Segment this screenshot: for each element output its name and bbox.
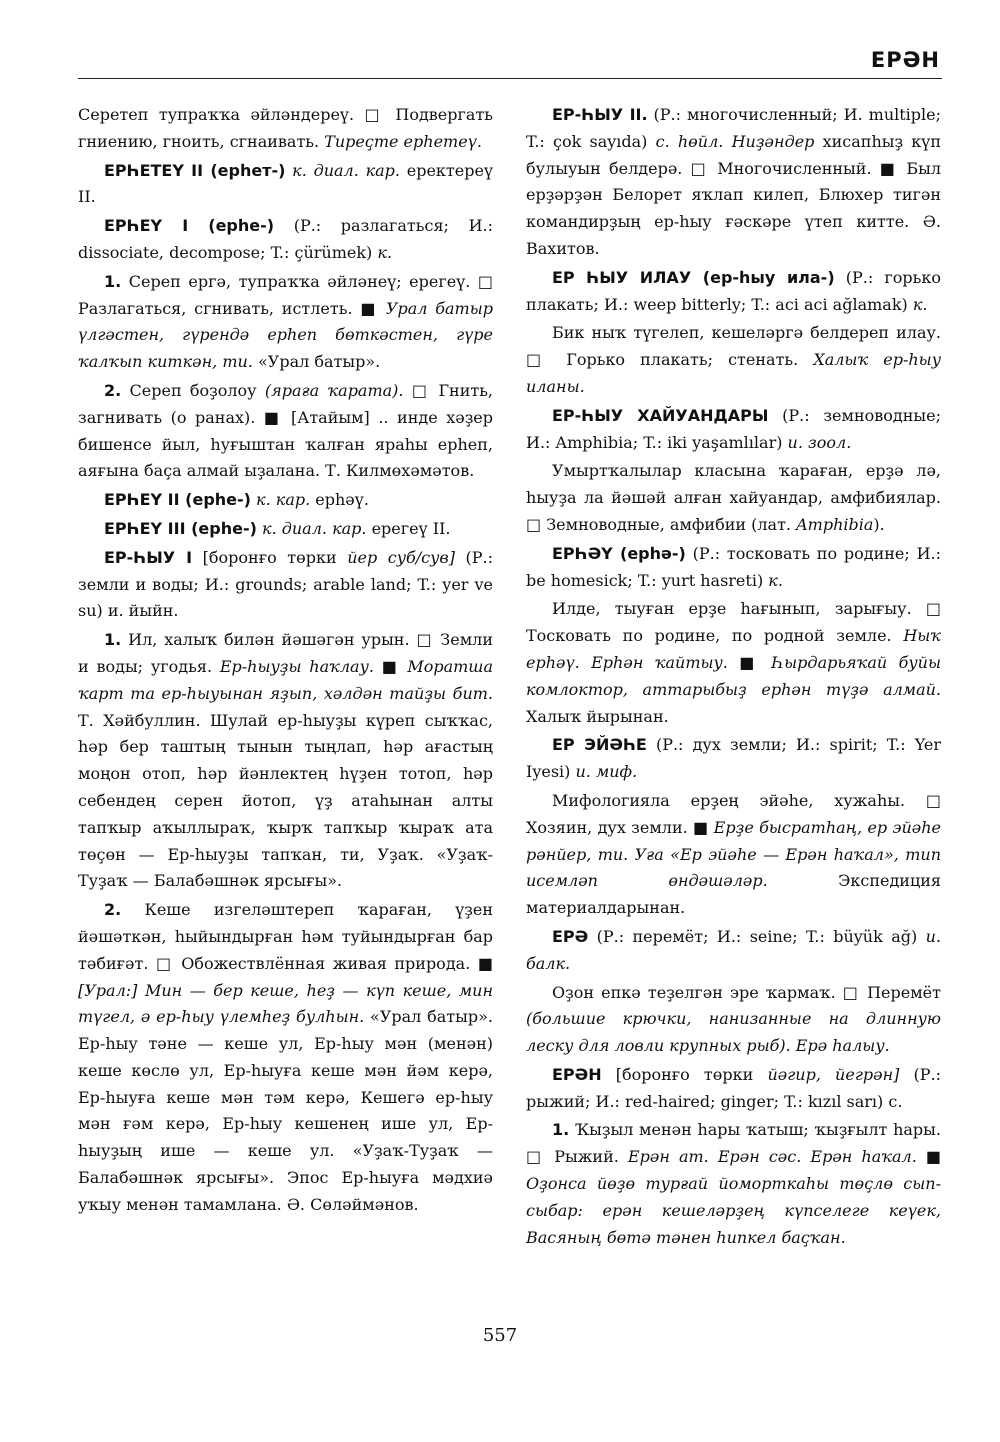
entry-rest: Бик ныҡ түгелеп, кешеләргә белдереп илау. □ Горько плакать; стенать.: [526, 323, 941, 370]
dictionary-entry: [78, 627, 493, 895]
entry-ital: и. зоол.: [782, 432, 852, 452]
entry-rest: Сереп боҙолоу: [121, 380, 257, 400]
dictionary-entry: [78, 516, 493, 543]
entry-tail: «Урал батыр». Ер-һыу тәне — кеше ул, Ер-һыу мән (менән) кеше көслө ул, Ер-һыуға кеше мән йәм керә, Ер-һыуға кеше мән тәм керә, Кешегә ер-һыу мән ғәм керә, Ер-һыу кешенең ише ул, Ер-һыуҙың ише — кеше ул. «Уҙаҡ-Туҙаҡ — Балабәшнәк ярсығы». Эпос Ер-һыуға мәдхиә уҡыу менән тамамлана. Ә. Сөләймәнов.: [78, 1007, 493, 1214]
entry-rest: Кеше изгеләштереп ҡараған, үҙен йәшәткән, һыйындырған һәм туйындырған бар тәбиғәт. □ Обожествлённая живая природа. ■: [78, 900, 493, 973]
entry-rest: (Р.: горько плакать; И.: weep bitterly; T.: aci aci ağlamak): [526, 267, 941, 314]
entry-ital: Халыҡ ер-һыу иланы.: [526, 350, 941, 396]
entry-tail: Т. Хәйбуллин. Шулай ер-һыуҙы күреп сыҡҡас, һәр бер таштың тынын тыңлап, һәр ағастың моңон отоп, һәр йәнлектең һүҙен тотоп, һәр себендең серен йотоп, үҙ атаһынан алты тапҡыр аҡыллыраҡ, ҡырҡ тапҡыр ҡыраҡ ата төҫөн — Ер-һыуҙы тапҡан, ти, Уҙаҡ. «Уҙаҡ-Туҙаҡ — Балабәшнәк ярсығы».: [78, 710, 493, 891]
entry-bold: 1.: [104, 271, 122, 291]
dictionary-entry: [78, 158, 493, 212]
entry-tail: □ Гнить, загнивать (о ранах). ■ [Атайым] .. инде хәҙер бишенсе йыл, һуғыштан ҡалған яраһы ерһеп, аяғына баҫа алмай ыҙалана. Т. Килмөхәмәтов.: [78, 380, 494, 481]
entry-ital: Урал батыр үлгәстен, гүрендә ерһеп бөткәстен, гүре ҡалҡып киткән, ти.: [78, 298, 494, 372]
entry-bold: ЕР-ҺЫУ I: [104, 547, 193, 567]
dictionary-entry: [78, 545, 493, 625]
entry-rest: (Р.: разлагаться; И.: dissociate, decompose; T.: çürümek): [78, 216, 493, 262]
entry-tail: «Урал батыр».: [252, 352, 381, 372]
entry-rest: (Р.: тосковать по родине; И.: be homesick; T.: yurt hasreti): [526, 543, 941, 590]
entry-rest: [боронғо төрки: [601, 1064, 754, 1084]
entry-bold: 1.: [552, 1120, 570, 1140]
entry-bold: ЕР ЭЙӘҺЕ: [552, 735, 647, 755]
dictionary-entry: [526, 1062, 941, 1116]
dictionary-entry: [526, 541, 941, 595]
entry-bold: ЕРҺЕҮ III (ерһе-): [104, 518, 257, 538]
entry-ital: к. кар.: [250, 490, 311, 510]
dictionary-entry: [78, 378, 493, 485]
entry-rest: Мифологияла ерҙең эйәһе, хужаһы. □ Хозяин, дух земли. ■: [526, 790, 941, 837]
entry-bold: ЕР-ҺЫУ II.: [552, 105, 648, 124]
entry-ital: к. диал. кар.: [285, 160, 400, 180]
entry-ital: и. балк.: [526, 926, 941, 973]
entry-rest: Илде, тыуған ерҙе һағынып, зарығыу. □ Тосковать по родине, по родной земле.: [526, 599, 941, 646]
entry-rest: (Р.: перемёт; И.: seine; T.: büyük ağ): [588, 926, 918, 946]
entry-tail: ).: [873, 514, 885, 534]
entry-bold: 2.: [104, 380, 122, 400]
dictionary-entry: [526, 924, 941, 978]
dictionary-entry: [526, 980, 941, 1060]
entry-rest: Оҙон епкә теҙелгән эре ҡармаҡ. □ Перемёт: [552, 982, 941, 1002]
entry-tail: Халыҡ йырынан.: [526, 706, 669, 726]
entry-ital: Amphibia: [791, 514, 874, 534]
entry-tail: ерегеү II.: [366, 518, 451, 538]
entry-rest: (Р.: многочисленный; И. multiple; T.: çok sayıda): [526, 105, 942, 151]
entry-tail: еректереү II.: [78, 160, 494, 207]
running-headword: ЕРӘН: [870, 48, 940, 72]
dictionary-entry: [526, 458, 941, 538]
dictionary-entry: [526, 102, 941, 263]
dictionary-entry: [526, 1117, 941, 1251]
dictionary-entry: [526, 788, 941, 922]
dictionary-entry: [78, 102, 493, 156]
entry-ital: (яраға ҡарата).: [256, 380, 404, 400]
entry-ital: к.: [763, 570, 783, 590]
entry-rest: Ил, халыҡ билән йәшәгән урын. □ Земли и воды; угодья.: [78, 630, 493, 676]
entry-ital: Тиреҫте ерһетеү.: [319, 131, 482, 151]
left-column: [78, 102, 493, 1221]
right-column: [526, 102, 941, 1253]
dictionary-entry: [526, 320, 941, 400]
entry-ital: к.: [372, 242, 393, 262]
entry-ital: к. диал. кар.: [256, 518, 367, 538]
entry-ital: с. һөйл. Ниҙәндер: [647, 131, 815, 151]
entry-tail: Экспедиция материалдарынан.: [526, 871, 942, 918]
entry-bold: 2.: [104, 900, 122, 920]
entry-ital: йәгир, йегрән]: [753, 1064, 900, 1084]
entry-ital: к.: [907, 294, 928, 314]
dictionary-entry: [526, 403, 941, 457]
entry-rest: Сереп ергә, тупраҡҡа әйләнеү; ерегеү. □ Разлагаться, сгнивать, истлеть. ■: [78, 271, 493, 318]
entry-ital: и. миф.: [570, 762, 638, 782]
dictionary-entry: [526, 265, 941, 319]
entry-bold: ЕРӘ: [552, 926, 589, 946]
entry-ital: Ерҙе бысратһаң, ер эйәһе рәнйер, ти. Уға «Ер эйәһе — Ерән һаҡал», тип исемләп өндәшәләр.: [526, 817, 941, 891]
page-header: [78, 42, 942, 79]
dictionary-entry: [78, 897, 493, 1219]
entry-ital: Ныҡ ерһәү. Ерһән ҡайтыу. ■ Һырдарьяҡай буйы комлоктор, аттарыбыҙ ерһән түҙә алмай.: [526, 626, 942, 699]
page-number: 557: [482, 1325, 518, 1346]
entry-bold: ЕР ҺЫУ ИЛАУ (ер-һыу ила-): [552, 267, 835, 287]
entry-bold: ЕРҺЕҮ II (ерһе-): [104, 490, 251, 510]
entry-tail: (Р.: земли и воды; И.: grounds; arable land; T.: yer ve su) и. йыйн.: [78, 547, 493, 621]
entry-bold: 1.: [104, 630, 122, 650]
entry-bold: ЕРҺӘҮ (ерһә-): [552, 543, 686, 563]
dictionary-entry: [78, 269, 493, 376]
entry-rest: Серетеп тупраҡҡа әйләндереү. □ Подвергать гниению, гноить, сгнаивать.: [78, 105, 493, 151]
dictionary-entry: [526, 732, 941, 786]
entry-ital: [Урал:] Мин — бер кеше, һеҙ — күп кеше, мин түгел, ә ер-һыу үлемһеҙ булһын.: [78, 980, 493, 1027]
entry-tail: хисапһыҙ күп булыуын белдерә. □ Многочисленный. ■ Был ерҙәрҙән Белорет яҡлап килеп, Блюхер тигән командирҙың ер-һыу ғәскәре үтеп китте. Ә. Вахитов.: [526, 131, 941, 258]
dictionary-entry: [78, 487, 493, 514]
entry-bold: ЕРҺЕҮ I (ерһе-): [104, 216, 275, 236]
entry-rest: [боронғо төрки: [192, 547, 337, 567]
entry-tail: (Р.: рыжий; И.: red-haired; ginger; T.: kızıl sarı) с.: [526, 1064, 942, 1111]
entry-bold: ЕРҺЕТЕҮ II (ерһет-): [104, 160, 286, 180]
entry-rest: (Р.: земноводные; И.: Amphibia; T.: iki yaşamlılar): [526, 405, 941, 452]
entry-ital: йер суб/сув]: [336, 547, 455, 567]
entry-ital: (большие крючки, нанизанные на длинную леску для ловли крупных рыб). Ерә һалыу.: [526, 1009, 941, 1056]
entry-ital: Ер-һыуҙы һаҡлау. ■ Моратша ҡарт та ер-һыуынан яҙып, хәлдән тайҙы бит.: [78, 656, 494, 703]
entry-rest: (Р.: дух земли; И.: spirit; T.: Yer Iyesi): [526, 735, 941, 782]
dictionary-entry: [78, 213, 493, 267]
entry-ital: Ерән ат. Ерән сәс. Ерән һаҡал. ■ Оҙонса йөҙө турғай йоморткаһы төҫлө сып-сыбар: ерән кешеләрҙең күпселеге кеүек, Васяның бөтә тәнен һипкел баҫҡан.: [526, 1147, 941, 1247]
entry-rest: Ҡыҙыл менән һары ҡатыш; ҡыҙғылт һары. □ Рыжий.: [526, 1120, 941, 1167]
entry-bold: ЕР-ҺЫУ ХАЙУАНДАРЫ: [552, 405, 769, 425]
dictionary-entry: [526, 596, 941, 730]
entry-tail: ерһәү.: [310, 490, 369, 510]
entry-rest: Умыртҡалылар класына ҡараған, ерҙә лә, һыуҙа ла йәшәй алған хайуандар, амфибиялар. □ Земноводные, амфибии (лат.: [526, 461, 941, 534]
entry-bold: ЕРӘН: [552, 1064, 602, 1084]
